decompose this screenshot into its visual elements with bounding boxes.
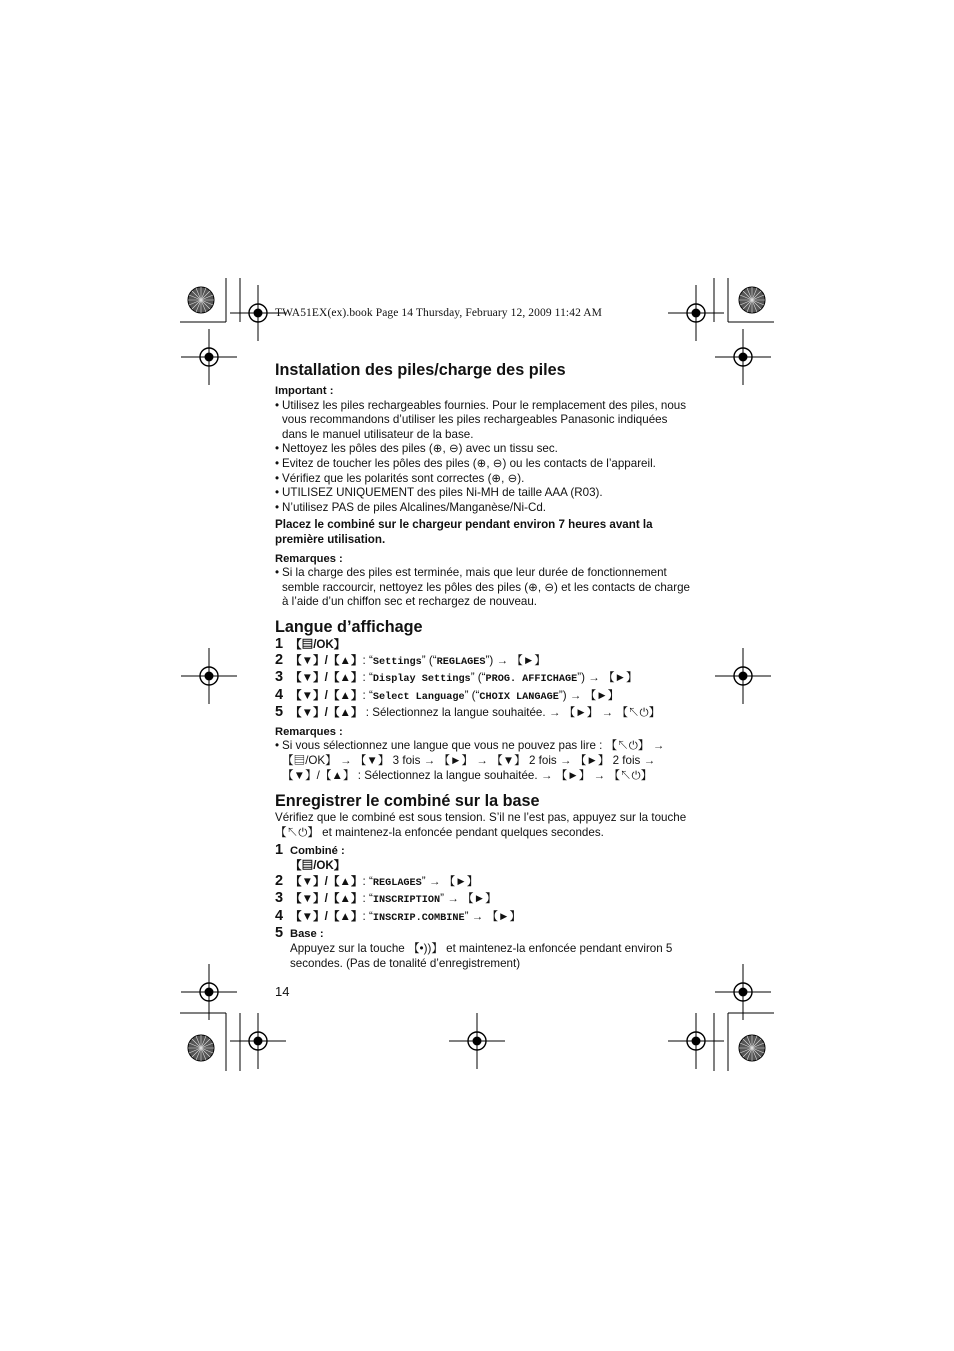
list-item: • Evitez de toucher les pôles des piles (⊕, ⊖) ou les contacts de l’appareil.	[275, 456, 656, 470]
step-1: 1 Combiné :	[275, 842, 345, 859]
list-item: • Vérifiez que les polarités sont correctes (⊕, ⊖).	[275, 471, 525, 485]
list-item: • Nettoyez les pôles des piles (⊕, ⊖) avec un tissu sec.	[275, 442, 558, 456]
list-item: • Si la charge des piles est terminée, mais que leur durée de fonctionnement semble raccourcir, nettoyez les pôles des piles (⊕, ⊖) et les contacts de charge à l’aide d’un chiffon sec et rechargez de nouveau.	[275, 566, 691, 609]
remarques-label: Remarques :	[275, 552, 343, 565]
step-2: 2 【▼】/【▲】: “REGLAGES” → 【►】	[275, 872, 479, 889]
step-5-text: Appuyez sur la touche 【•))】 et maintenez-la enfoncée pendant environ 5 secondes. (Pas de tonalité d’enregistrement)	[290, 942, 673, 970]
ok-key: 【▤/OK】	[290, 859, 346, 873]
page-number: 14	[275, 984, 290, 1000]
important-label: Important :	[275, 385, 334, 397]
step-3: 3 【▼】/【▲】: “INSCRIPTION” → 【►】	[275, 890, 497, 907]
remarques-label: Remarques :	[275, 725, 343, 738]
intro-text: Vérifiez que le combiné est sous tension. S’il ne l’est pas, appuyez sur la touche 【↖⏻】 et maintenez-la enfoncée pendant quelques secondes.	[275, 811, 687, 839]
step-4: 4 【▼】/【▲】: “Select Language” (“CHOIX LANGAGE”) → 【►】	[275, 686, 620, 703]
section-title-enregistrer: Enregistrer le combiné sur la base	[275, 792, 540, 811]
list-item: • UTILISEZ UNIQUEMENT des piles Ni-MH de taille AAA (R03).	[275, 486, 603, 500]
step-2: 2 【▼】/【▲】: “Settings” (“REGLAGES”) → 【►】	[275, 651, 546, 668]
step-3: 3 【▼】/【▲】: “Display Settings” (“PROG. AFFICHAGE”) → 【►】	[275, 669, 638, 686]
list-item: • N’utilisez PAS de piles Alcalines/Manganèse/Ni-Cd.	[275, 500, 546, 514]
list-item: • Utilisez les piles rechargeables fournies. Pour le remplacement des piles, nous vous recommandons d’utiliser les piles rechargeables Panasonic indiquées dans le manuel utilisateur de la base.	[275, 398, 687, 441]
step-5: 5 【▼】/【▲】 : Sélectionnez la langue souhaitée. → 【►】 → 【↖⏻】	[275, 704, 661, 721]
step-4: 4 【▼】/【▲】: “INSCRIP.COMBINE” → 【►】	[275, 907, 522, 924]
section-title-installation: Installation des piles/charge des piles	[275, 361, 566, 379]
step-1: 1 【▤/OK】	[275, 635, 346, 652]
step-5: 5 Base :	[275, 925, 324, 942]
book-header: TWA51EX(ex).book Page 14 Thursday, February 12, 2009 11:42 AM	[275, 307, 602, 319]
list-item: • Si vous sélectionnez une langue que vous ne pouvez pas lire : 【↖⏻】 → 【▤/OK】 → 【▼】 3 fois → 【►】 → 【▼】 2 fois → 【►】 2 fois → 【▼】/【▲】 : Sélectionnez la langue souhaitée. → 【►】 → 【↖⏻】	[275, 739, 665, 782]
charge-note: Placez le combiné sur le chargeur pendant environ 7 heures avant la première utilisation.	[275, 518, 653, 546]
page-content	[275, 360, 695, 1000]
section-title-langue: Langue d’affichage	[275, 617, 423, 636]
